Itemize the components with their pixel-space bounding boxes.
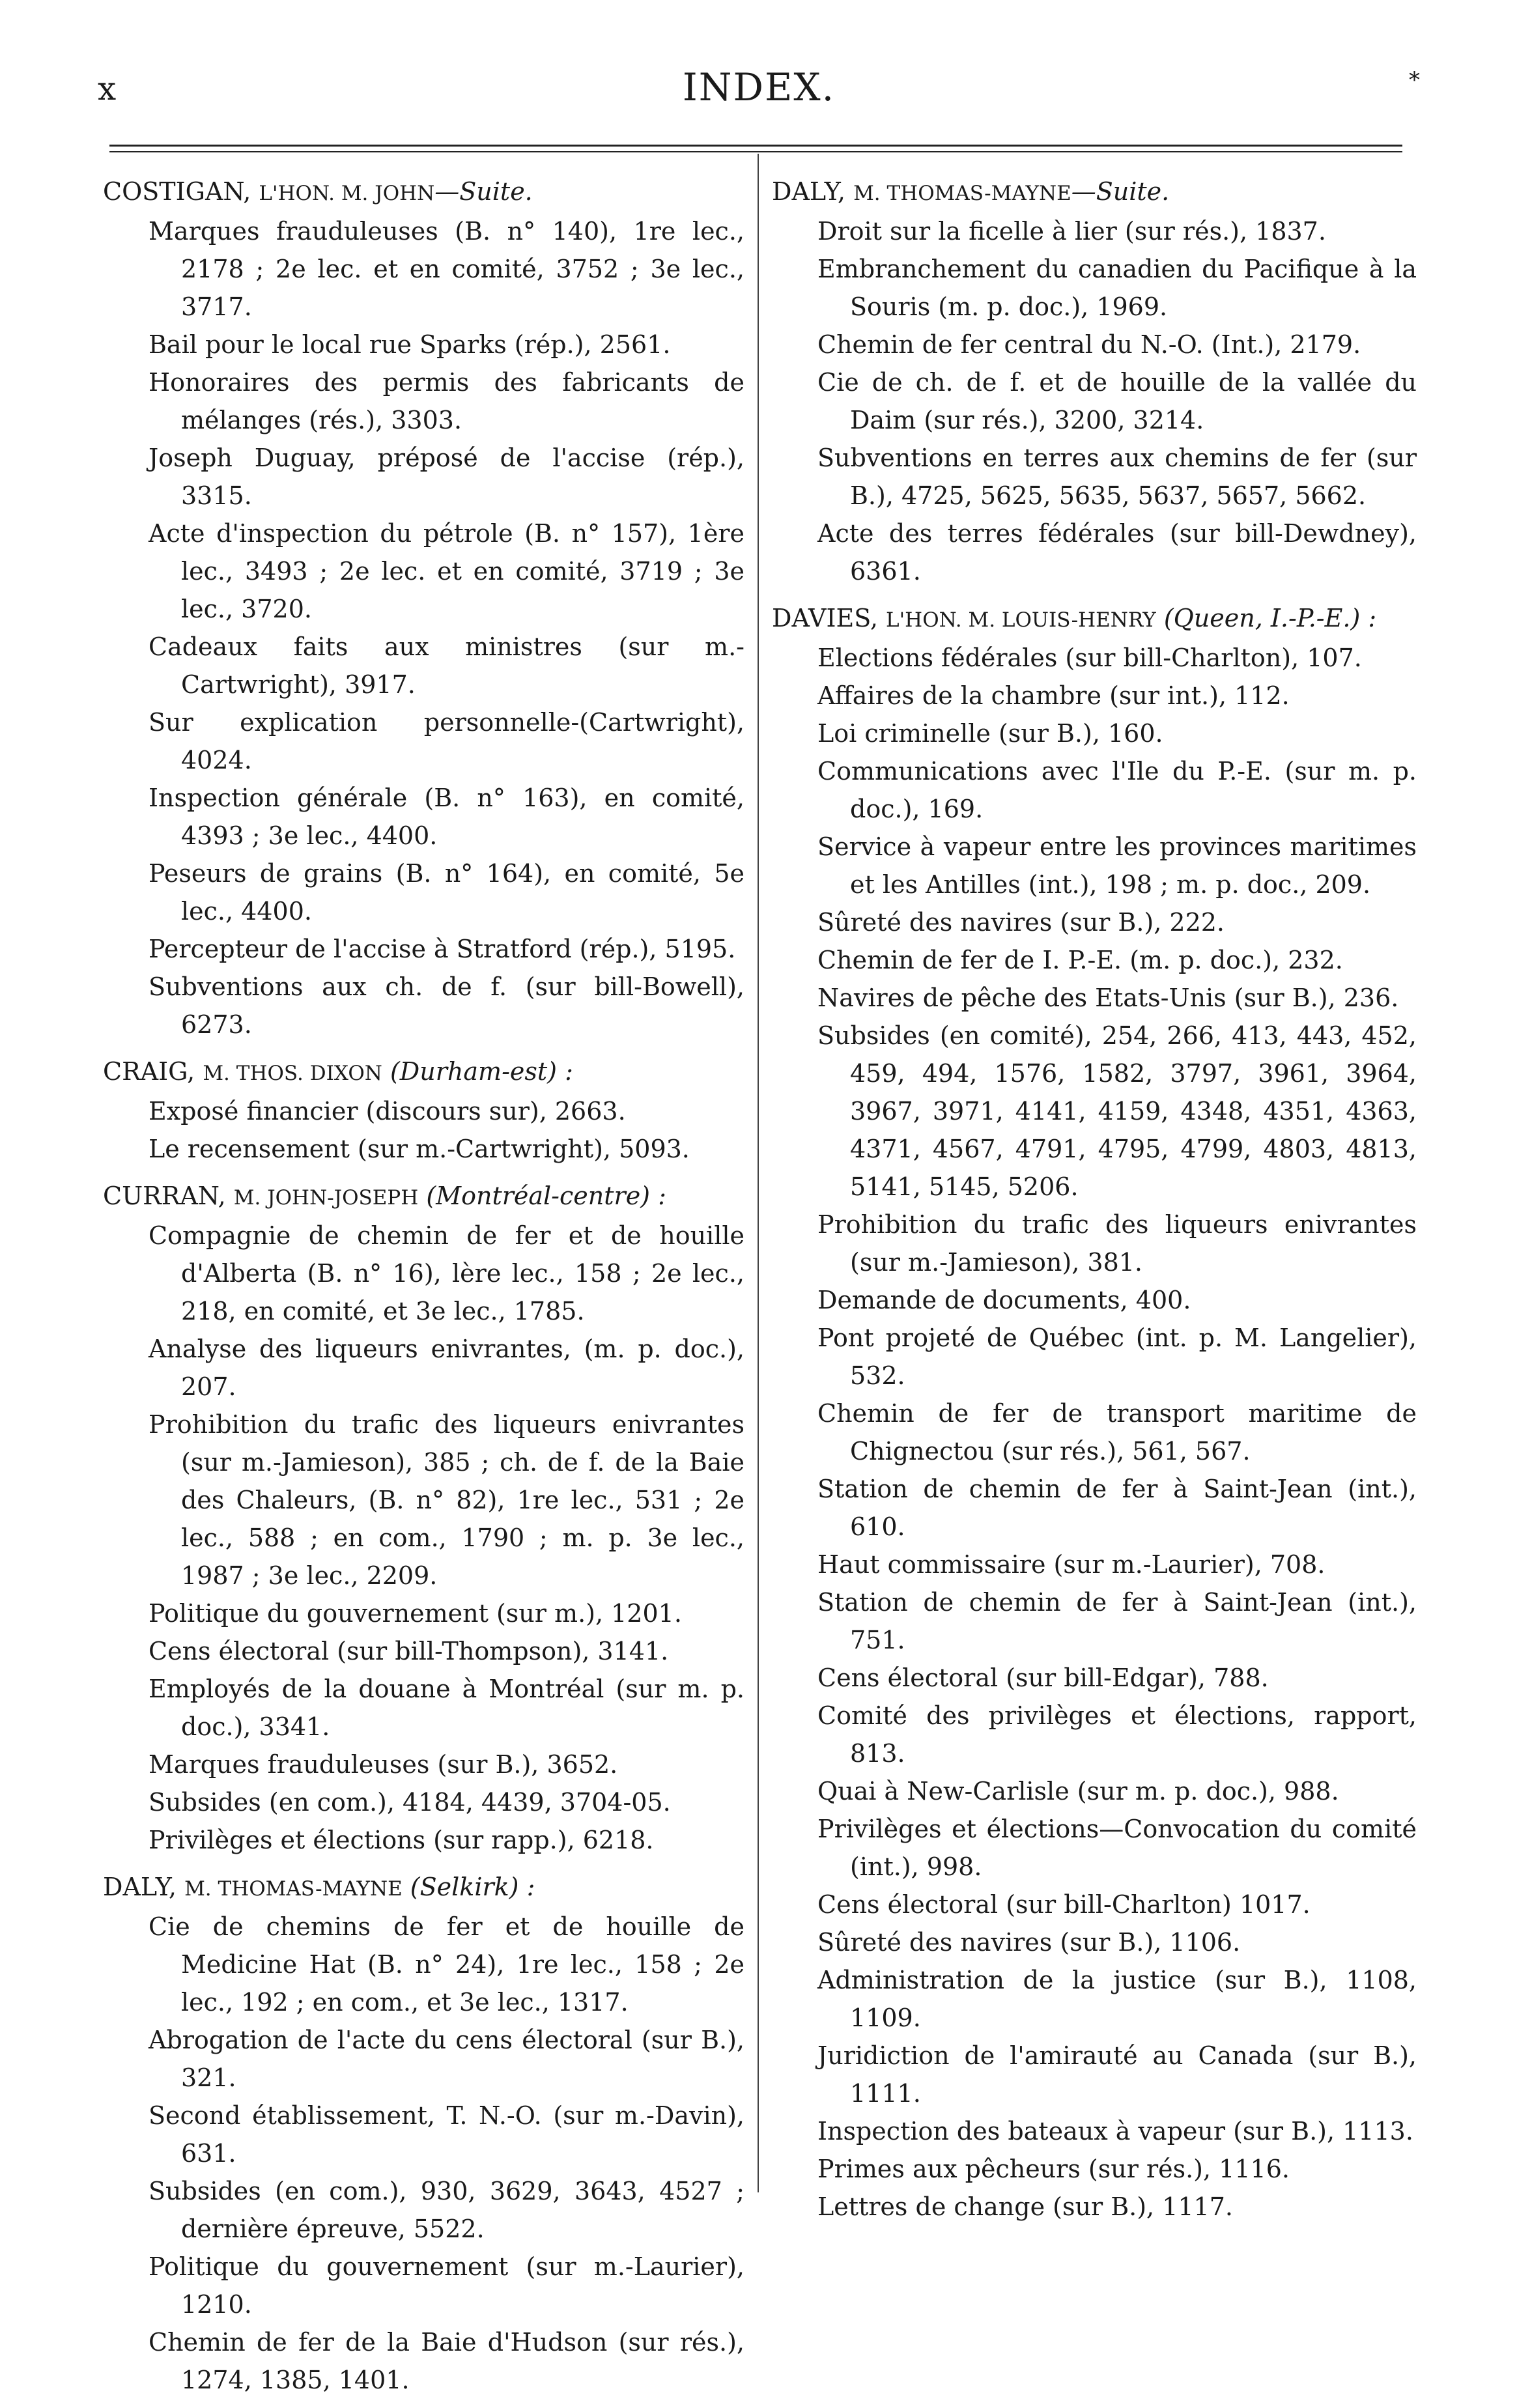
index-item: Cie de ch. de f. et de houille de la vallée du Daim (sur rés.), 3200, 3214. [817,368,1417,434]
entry-surname: DALY, [772,177,854,206]
index-item: Politique du gouvernement (sur m.-Laurier), 1210. [149,2252,744,2319]
index-item: Subventions aux ch. de f. (sur bill-Bowell), 6273. [149,972,744,1039]
index-item: Chemin de fer de la Baie d'Hudson (sur rés.), 1274, 1385, 1401. [149,2328,744,2394]
index-item: Sûreté des navires (sur B.), 1106. [817,1928,1241,1957]
entry-heading [103,1868,744,1908]
entry-heading [103,1177,744,1217]
index-column-right [772,173,1417,2235]
index-item: Privilèges et élections (sur rapp.), 6218. [149,1826,654,1854]
index-item: Cens électoral (sur bill-Thompson), 3141. [149,1637,669,1665]
index-item: Analyse des liqueurs enivrantes, (m. p. doc.), 207. [149,1335,744,1401]
index-item: Administration de la justice (sur B.), 1108, 1109. [817,1966,1417,2032]
index-item: Honoraires des permis des fabricants de mélanges (rés.), 3303. [149,368,744,434]
index-item: Station de chemin de fer à Saint-Jean (int.), 751. [817,1588,1417,1654]
index-item: Inspection des bateaux à vapeur (sur B.), 1113. [817,2117,1413,2146]
index-item: Chemin de fer central du N.-O. (Int.), 2179. [817,330,1361,359]
entry-items [149,212,744,1043]
index-item: Prohibition du trafic des liqueurs enivrantes (sur m.-Jamieson), 385 ; ch. de f. de la Baie des Chaleurs, (B. n° 82), 1re lec., 531 ; 2e lec., 588 ; en com., 1790 ; m. p. 3e lec., 1987 ; 3e lec., 2209. [149,1410,744,1590]
index-entry [103,173,744,1043]
index-item: Percepteur de l'accise à Stratford (rép.), 5195. [149,935,736,963]
index-item: Elections fédérales (sur bill-Charlton), 107. [817,644,1362,672]
index-item: Politique du gouvernement (sur m.), 1201. [149,1599,682,1628]
index-item: Exposé financier (discours sur), 2663. [149,1097,626,1126]
index-item: Sûreté des navires (sur B.), 222. [817,908,1225,937]
entry-riding: (Queen, I.-P.-E.) : [1155,604,1377,632]
index-item: Chemin de fer de transport maritime de Chignectou (sur rés.), 561, 567. [817,1399,1417,1466]
index-item: Joseph Duguay, préposé de l'accise (rép.), 3315. [149,444,744,510]
header-rule [109,151,1402,152]
entry-items [817,212,1417,590]
index-item: Privilèges et élections—Convocation du comité (int.), 998. [817,1815,1417,1881]
index-item: Comité des privilèges et élections, rapport, 813. [817,1701,1417,1768]
index-item: Bail pour le local rue Sparks (rép.), 2561. [149,330,671,359]
index-item: Communications avec l'Ile du P.-E. (sur m. p. doc.), 169. [817,757,1417,823]
index-entry [772,173,1417,590]
page-number: x [98,70,117,107]
entry-surname: CURRAN, [103,1182,234,1210]
index-item: Quai à New-Carlisle (sur m. p. doc.), 988. [817,1777,1339,1806]
index-item: Cadeaux faits aux ministres (sur m.-Cartwright), 3917. [149,632,744,699]
column-divider [758,154,759,2192]
index-item: Affaires de la chambre (sur int.), 112. [817,681,1290,710]
entry-heading [103,173,744,212]
entry-surname: DALY, [103,1873,185,1901]
index-entry [103,1177,744,1859]
index-item: Inspection générale (B. n° 163), en comité, 4393 ; 3e lec., 4400. [149,784,744,850]
index-item: Le recensement (sur m.-Cartwright), 5093. [149,1135,690,1163]
index-item: Second établissement, T. N.-O. (sur m.-Davin), 631. [149,2101,744,2168]
index-item: Chemin de fer de I. P.-E. (m. p. doc.), 232. [817,946,1343,974]
page-mark: * [1409,67,1420,93]
index-item: Acte des terres fédérales (sur bill-Dewdney), 6361. [817,519,1417,586]
entry-riding: —Suite. [1071,177,1170,206]
index-item: Primes aux pêcheurs (sur rés.), 1116. [817,2155,1290,2183]
entry-riding: (Durham-est) : [382,1057,573,1086]
entry-heading [772,173,1417,212]
entry-items [149,1908,744,2399]
index-item: Subventions en terres aux chemins de fer (sur B.), 4725, 5625, 5635, 5637, 5657, 5662. [817,444,1417,510]
index-item: Prohibition du trafic des liqueurs enivrantes (sur m.-Jamieson), 381. [817,1210,1417,1277]
index-item: Loi criminelle (sur B.), 160. [817,719,1163,748]
entry-heading [772,599,1417,639]
entry-given-name: L'HON. M. JOHN [259,182,435,205]
entry-heading [103,1053,744,1092]
index-item: Acte d'inspection du pétrole (B. n° 157), 1ère lec., 3493 ; 2e lec. et en comité, 3719 ; 3e lec., 3720. [149,519,744,623]
index-item: Cens électoral (sur bill-Charlton) 1017. [817,1890,1311,1919]
entry-riding: —Suite. [434,177,533,206]
index-item: Peseurs de grains (B. n° 164), en comité, 5e lec., 4400. [149,859,744,926]
index-item: Subsides (en comité), 254, 266, 413, 443, 452, 459, 494, 1576, 1582, 3797, 3961, 3964, 3967, 3971, 4141, 4159, 4348, 4351, 4363, 4371, 4567, 4791, 4795, 4799, 4803, 4813, 5141, 5145, 5206. [817,1021,1417,1201]
entry-riding: (Montréal-centre) : [418,1182,666,1210]
index-entry [103,1053,744,1168]
index-item: Marques frauduleuses (sur B.), 3652. [149,1750,618,1779]
entry-riding: (Selkirk) : [402,1873,535,1901]
index-item: Sur explication personnelle-(Cartwright), 4024. [149,708,744,774]
entry-surname: COSTIGAN, [103,177,259,206]
index-item: Haut commissaire (sur m.-Laurier), 708. [817,1550,1326,1579]
entry-items [149,1217,744,1859]
index-item: Droit sur la ficelle à lier (sur rés.), 1837. [817,217,1326,246]
index-entry [103,1868,744,2399]
entry-items [149,1092,744,1168]
index-item: Abrogation de l'acte du cens électoral (sur B.), 321. [149,2026,744,2092]
index-item: Compagnie de chemin de fer et de houille d'Alberta (B. n° 16), lère lec., 158 ; 2e lec., 218, en comité, et 3e lec., 1785. [149,1221,744,1325]
index-item: Employés de la douane à Montréal (sur m. p. doc.), 3341. [149,1675,744,1741]
page-header [98,55,1420,114]
index-item: Lettres de change (sur B.), 1117. [817,2192,1233,2221]
index-item: Pont projeté de Québec (int. p. M. Langelier), 532. [817,1324,1417,1390]
index-item: Demande de documents, 400. [817,1286,1191,1314]
entry-given-name: M. THOS. DIXON [203,1062,382,1085]
index-item: Station de chemin de fer à Saint-Jean (int.), 610. [817,1475,1417,1541]
page-title: INDEX. [682,65,836,109]
entry-given-name: M. JOHN-JOSEPH [233,1186,419,1210]
index-item: Cie de chemins de fer et de houille de Medicine Hat (B. n° 24), 1re lec., 158 ; 2e lec., 192 ; en com., et 3e lec., 1317. [149,1912,744,2017]
index-item: Juridiction de l'amirauté au Canada (sur B.), 1111. [817,2041,1417,2108]
entry-surname: DAVIES, [772,604,886,632]
index-item: Navires de pêche des Etats-Unis (sur B.), 236. [817,984,1399,1012]
index-item: Subsides (en com.), 4184, 4439, 3704-05. [149,1788,671,1817]
entry-items [817,639,1417,2226]
entry-surname: CRAIG, [103,1057,203,1086]
index-item: Cens électoral (sur bill-Edgar), 788. [817,1664,1269,1692]
index-item: Service à vapeur entre les provinces maritimes et les Antilles (int.), 198 ; m. p. doc., 209. [817,832,1417,899]
entry-given-name: M. THOMAS-MAYNE [184,1877,403,1901]
index-column-left [103,173,744,2408]
entry-given-name: M. THOMAS-MAYNE [853,182,1071,205]
index-item: Marques frauduleuses (B. n° 140), 1re lec., 2178 ; 2e lec. et en comité, 3752 ; 3e lec., 3717. [149,217,744,321]
header-rule [109,145,1402,147]
entry-given-name: L'HON. M. LOUIS-HENRY [886,608,1156,632]
index-item: Subsides (en com.), 930, 3629, 3643, 4527 ; dernière épreuve, 5522. [149,2177,744,2243]
index-entry [772,599,1417,2226]
index-item: Embranchement du canadien du Pacifique à la Souris (m. p. doc.), 1969. [817,255,1417,321]
